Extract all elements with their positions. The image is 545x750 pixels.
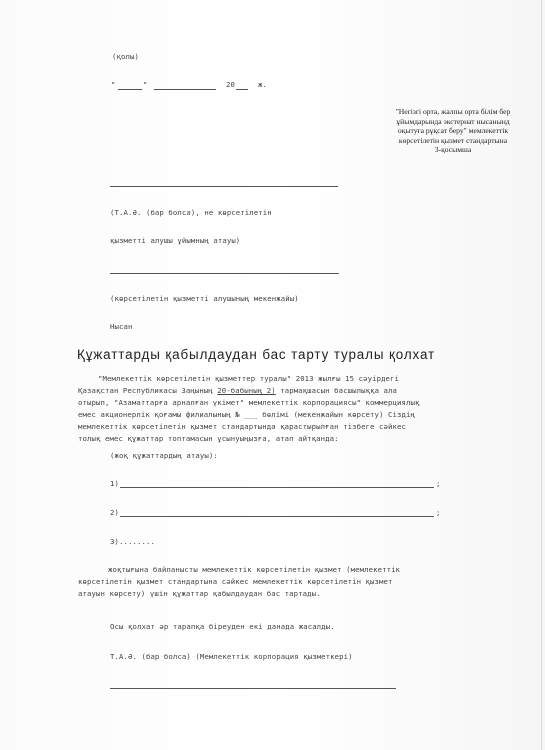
recipient-name-label-1: (Т.А.Ә. (бар болса), не көрсетілетін: [110, 208, 272, 217]
appendix-note-line: 3-қосымша: [434, 145, 472, 155]
paragraph-line: [78, 385, 518, 397]
appendix-note-line: ұйымдарында экстернат нысанынд: [396, 116, 510, 126]
paragraph-line: мемлекеттік көрсетілетін қызмет стандартында қарастырылған тізбеге сәйкес: [78, 422, 406, 431]
paragraph-intro: [78, 373, 518, 445]
paragraph-line: көрсетілетін қызмет стандартына сәйкес мемлекеттік көрсетілетін қызмет: [78, 577, 393, 586]
signature-label: (қолы): [112, 52, 139, 61]
paragraph-line: емес акционерлік қоғамы филиалының № ___ бөлімі (мекенжайын көрсету) Сіздің: [78, 410, 415, 419]
form-label: Нысан: [110, 322, 133, 331]
date-year: 20: [226, 80, 235, 89]
missing-item-1-end: ;: [436, 479, 441, 488]
missing-item-2-line: [120, 516, 434, 517]
appendix-note-line: көрсетілетін қызмет стандартына: [398, 135, 508, 145]
employee-label: Т.А.Ә. (бар болса) (Мемлекеттік корпорация қызметкері): [110, 652, 353, 661]
recipient-address-line: [110, 273, 339, 274]
appendix-note-line: оқытуға рұқсат беру" мемлекеттік: [397, 126, 509, 136]
paragraph-line: жоқтығына байланысты мемлекеттік көрсетілетін қызмет (мемлекеттік: [108, 565, 401, 574]
paragraph-line: толық емес құжаттар топтамасын ұсынуыңызға, атап айтқанда:: [78, 434, 339, 443]
date-month-blank: [154, 89, 216, 90]
missing-item-2-end: ;: [436, 508, 441, 517]
document-title: Құжаттарды қабылдаудан бас тарту туралы қолхат: [77, 347, 436, 362]
paragraph-line: "Мемлекеттік көрсетілетін қызметтер туралы" 2013 жылғы 15 сәуірдегі: [98, 374, 400, 383]
date-close-quote: ": [143, 80, 148, 89]
recipient-address-label: (көрсетілетін қызметті алушының мекенжайы): [110, 294, 299, 303]
missing-docs-label: (жоқ құжаттардың атауы):: [110, 451, 218, 460]
law-article-link[interactable]: 20-бабының 2): [217, 386, 276, 395]
appendix-note: [378, 107, 528, 155]
copies-statement: Осы қолхат әр тарапқа біреуден екі данада жасалды.: [110, 622, 335, 631]
paragraph-text: Қазақстан Республикасы Заңының: [78, 386, 218, 395]
paragraph-refusal: [78, 564, 518, 600]
missing-item-2-number: 2): [110, 508, 119, 517]
paragraph-line: атауын көрсету) үшін құжаттар қабылдаудан бас тартады.: [78, 589, 321, 598]
appendix-note-line: "Негізгі орта, жалпы орта білім бер: [395, 107, 511, 116]
missing-item-3: 3)........: [110, 537, 155, 546]
missing-item-1-line: [120, 487, 434, 488]
paragraph-text: тармақшасын басшылыққа ала: [275, 386, 398, 395]
date-suffix: ж.: [258, 80, 267, 89]
recipient-name-line: [110, 186, 338, 187]
missing-item-1-number: 1): [110, 479, 119, 488]
date-day-blank: [118, 89, 142, 90]
date-open-quote: ": [111, 80, 116, 89]
employee-signature-line: [110, 688, 396, 689]
date-year-blank: [236, 89, 248, 90]
page-edge: [541, 0, 542, 750]
paragraph-line: отырып, "Азаматтарға арналған үкімет" мемлекеттік корпорациясы" коммерциялық: [78, 398, 420, 407]
recipient-name-label-2: қызметті алушы ұйымның атауы): [110, 236, 241, 245]
